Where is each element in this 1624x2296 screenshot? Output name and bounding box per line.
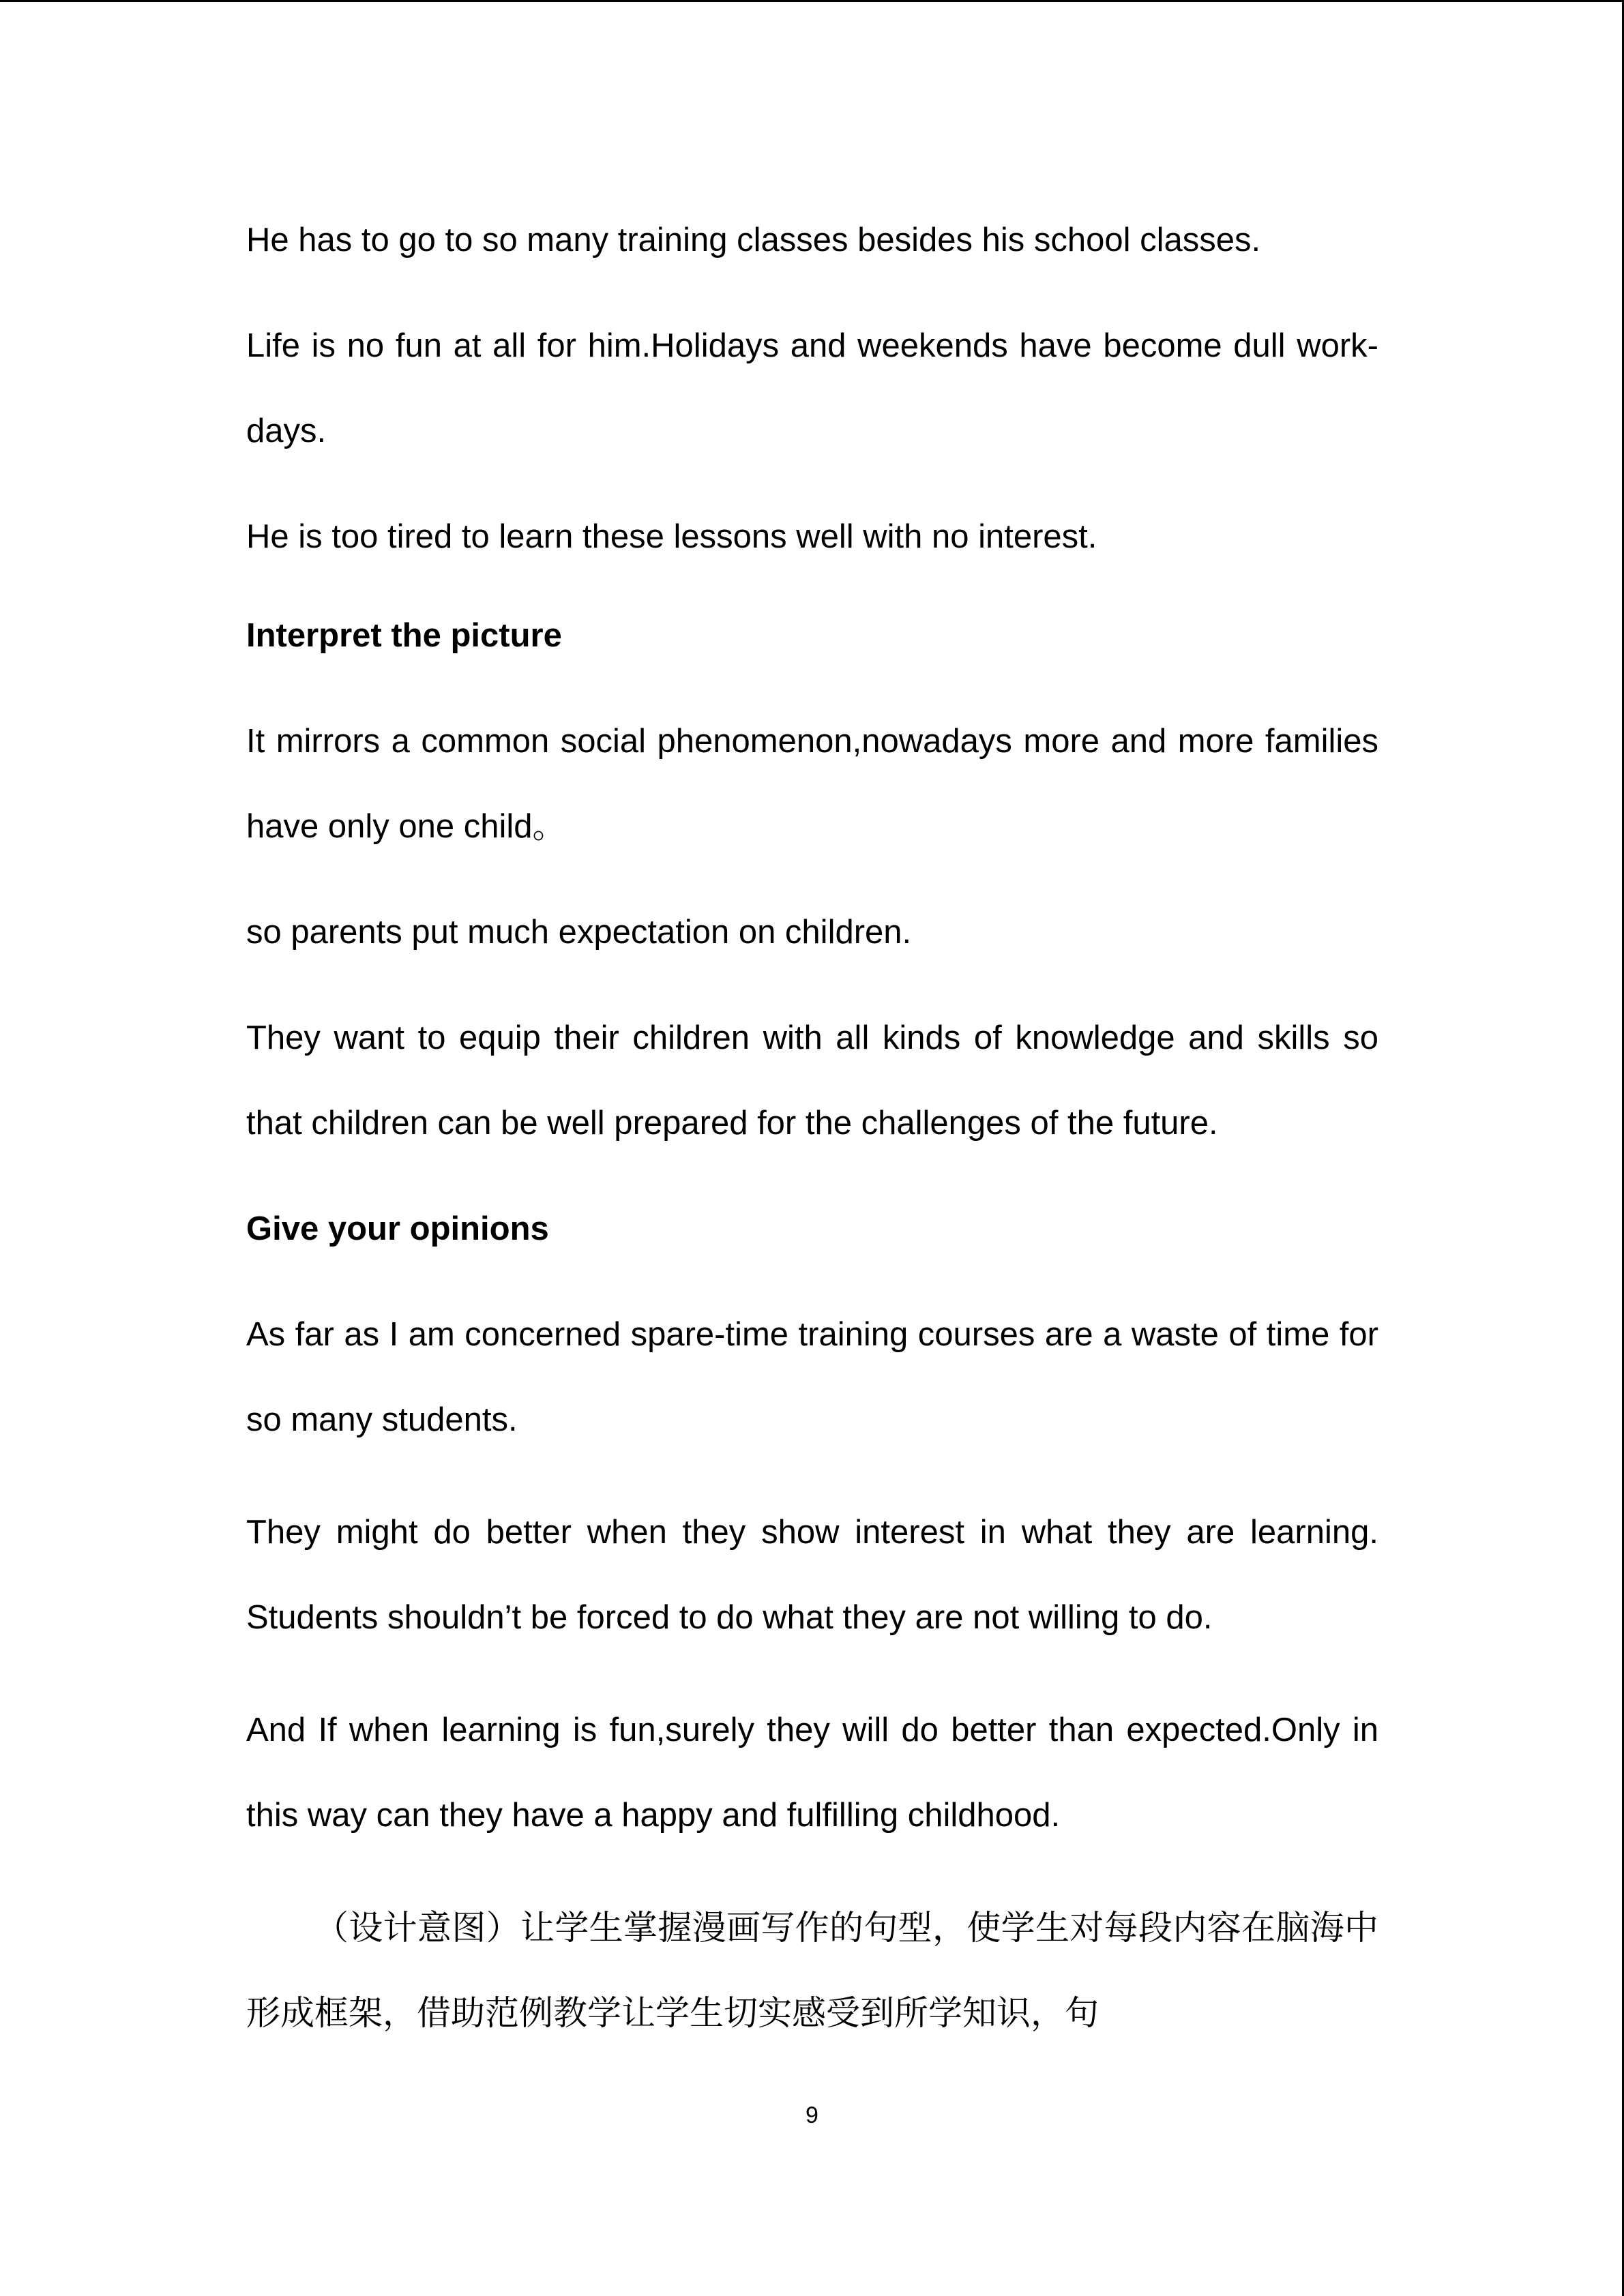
paragraph-training-classes: He has to go to so many training classes besides his school classes. — [246, 222, 1261, 258]
heading-give-opinions: Give your opinions — [246, 1210, 549, 1247]
page-number: 9 — [806, 2102, 818, 2128]
paragraph-show-interest: They might do better when they show interest in what they are learning. Students shouldn’t be forced to do what they are not willing to do. — [246, 1514, 1378, 1636]
document-body — [246, 205, 1378, 2056]
paragraph-life-no-fun: Life is no fun at all for him.Holidays and weekends have become dull work-days. — [246, 327, 1378, 449]
paragraph-design-intent: （设计意图）让学生掌握漫画写作的句型，使学生对每段内容在脑海中形成框架，借助范例教学让学生切实感受到所学知识，句 — [246, 1908, 1378, 2033]
paragraph-social-phenomenon: It mirrors a common social phenomenon,nowadays more and more families have only one child。 — [246, 723, 1378, 845]
paragraph-too-tired: He is too tired to learn these lessons well with no interest. — [246, 518, 1097, 555]
paragraph-equip-children: They want to equip their children with all kinds of knowledge and skills so that children can be well prepared for the challenges of the future. — [246, 1019, 1378, 1142]
paragraph-waste-of-time: As far as I am concerned spare-time training courses are a waste of time for so many students. — [246, 1316, 1378, 1438]
paragraph-parents-expectation: so parents put much expectation on children. — [246, 914, 912, 951]
paragraph-learning-fun: And If when learning is fun,surely they will do better than expected.Only in this way can they have a happy and fulfilling childhood. — [246, 1712, 1378, 1834]
heading-interpret-picture: Interpret the picture — [246, 617, 562, 654]
